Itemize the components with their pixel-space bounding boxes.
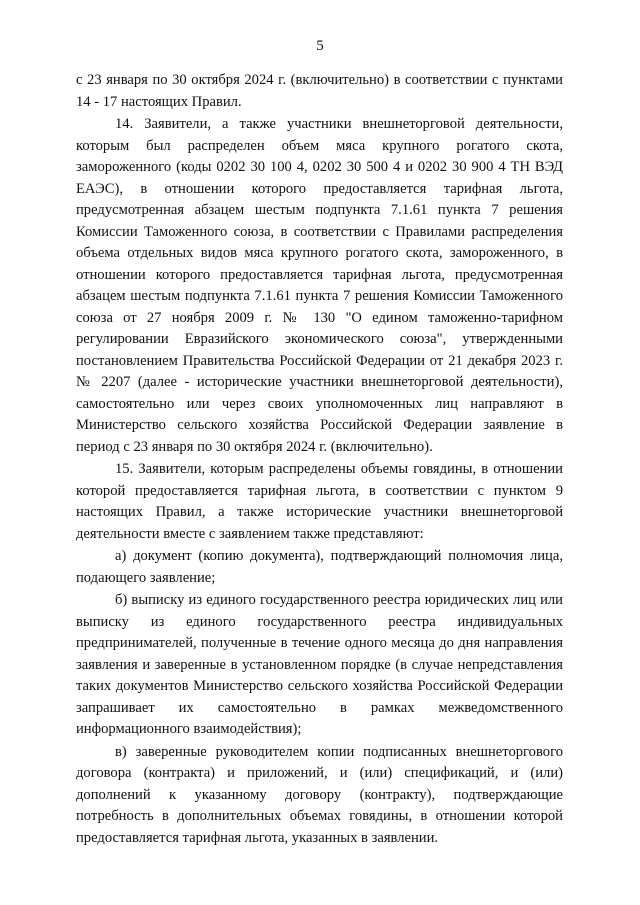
list-item-v: в) заверенные руководителем копии подписанных внешнеторгового договора (контракта) и приложений, и (или) спецификаций, и (или) дополнений к указанному договору (контракту), подтверждающие потребность в дополнительных объемах говядины, в отношении которой предоставляется тарифная льгота, указанных в заявлении. — [76, 743, 563, 846]
document-body — [76, 70, 563, 850]
paragraph-15: 15. Заявители, которым распределены объемы говядины, в отношении которой предоставляется тарифная льгота, в соответствии с пунктом 9 настоящих Правил, а также исторические участники внешнеторговой деятельности вместе с заявлением также представляют: — [76, 461, 563, 542]
paragraph-continuation: с 23 января по 30 октября 2024 г. (включительно) в соответствии с пунктами 14 - 17 настоящих Правил. — [76, 72, 563, 110]
list-item-a: а) документ (копию документа), подтверждающий полномочия лица, подающего заявление; — [76, 548, 563, 586]
paragraph-14: 14. Заявители, а также участники внешнеторговой деятельности, которым был распределен объем мяса крупного рогатого скота, замороженного (коды 0202 30 100 4, 0202 30 500 4 и 0202 30 900 4 ТН ВЭД ЕАЭС), в отношении которого предоставляется тарифная льгота, предусмотренная абзацем шестым подпункта 7.1.61 пункта 7 решения Комиссии Таможенного союза, в соответствии с Правилами распределения объема отдельных видов мяса крупного рогатого скота, замороженного, в отношении которого предоставляется тарифная льгота, предусмотренная абзацем шестым подпункта 7.1.61 пункта 7 решения Комиссии Таможенного союза от 27 ноября 2009 г. № 130 "О едином таможенно-тарифном регулировании Евразийского экономического союза", утвержденными постановлением Правительства Российской Федерации от 21 декабря 2023 г. № 2207 (далее - исторические участники внешнеторговой деятельности), самостоятельно или через своих уполномоченных лиц направляют в Министерство сельского хозяйства Российской Федерации заявление в период с 23 января по 30 октября 2024 г. (включительно). — [76, 116, 563, 455]
list-item-b: б) выписку из единого государственного реестра юридических лиц или выписку из единого государственного реестра индивидуальных предпринимателей, полученные в течение одного месяца до дня направления заявления и заверенные в установленном порядке (в случае непредставления таких документов Министерство сельского хозяйства Российской Федерации запрашивает их самостоятельно в рамках межведомственного информационного взаимодействия); — [76, 592, 563, 737]
page-number: 5 — [316, 38, 324, 54]
